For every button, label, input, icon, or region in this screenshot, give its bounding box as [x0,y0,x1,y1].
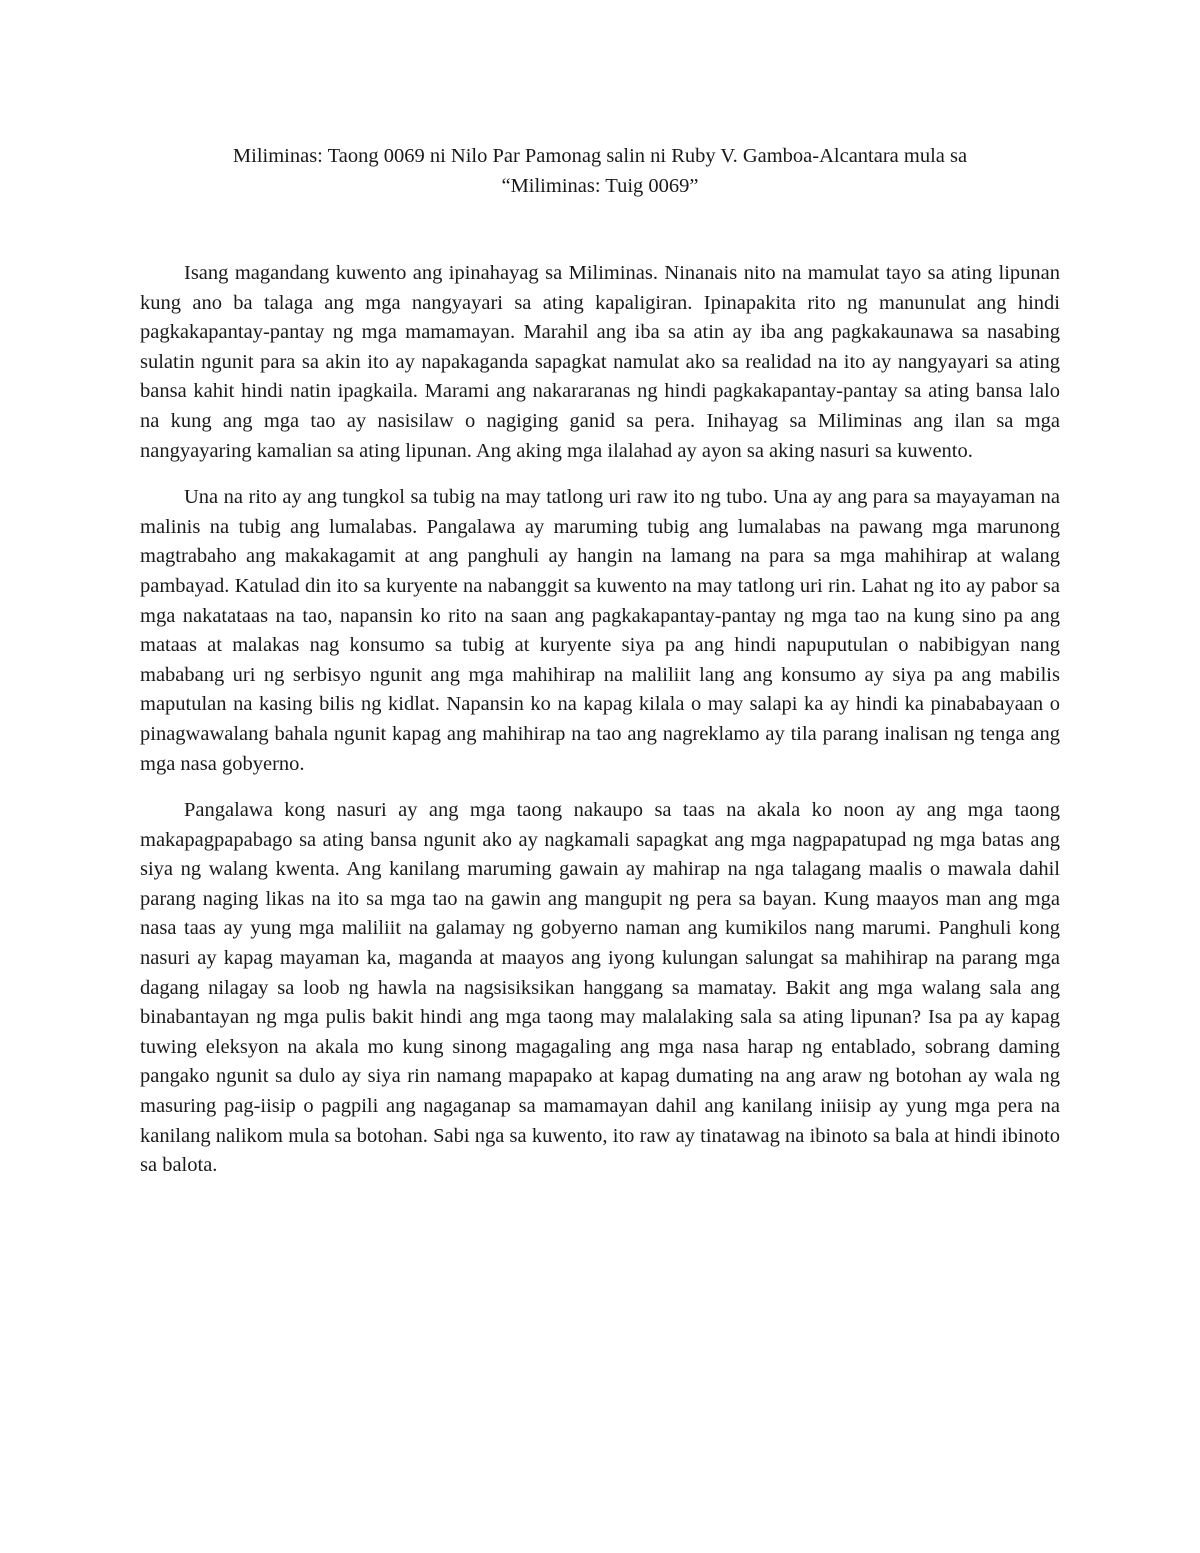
document-title [140,141,1060,201]
paragraph-1: Isang magandang kuwento ang ipinahayag sa Miliminas. Ninanais nito na mamulat tayo sa ating lipunan kung ano ba talaga ang mga nangyayari sa ating kapaligiran. Ipinapakita rito ng manunulat ang hindi pagkakapantay-pantay ng mga mamamayan. Marahil ang iba sa atin ay iba ang pagkakaunawa sa nasabing sulatin ngunit para sa akin ito ay napakaganda sapagkat namulat ako sa realidad na ito ay nangyayari sa ating bansa kahit hindi natin ipagkaila. Marami ang nakararanas ng hindi pagkakapantay-pantay sa ating bansa lalo na kung ang mga tao ay nasisilaw o nagiging ganid sa pera. Inihayag sa Miliminas ang ilan sa mga nangyayaring kamalian sa ating lipunan. Ang aking mga ilalahad ay ayon sa aking nasuri sa kuwento. [140,262,1060,462]
title-line-2: “Miliminas: Tuig 0069” [501,175,699,197]
paragraph-3: Pangalawa kong nasuri ay ang mga taong nakaupo sa taas na akala ko noon ay ang mga taong makapagpapabago sa ating bansa ngunit ako ay nagkamali sapagkat ang mga nagpapatupad ng mga batas ang siya ng walang kwenta. Ang kanilang maruming gawain ay mahirap na nga talagang maalis o mawala dahil parang naging likas na ito sa mga tao na gawin ang mangupit ng pera sa bayan. Kung maayos man ang mga nasa taas ay yung mga maliliit na galamay ng gobyerno naman ang kumikilos nang marumi. Panghuli kong nasuri ay kapag mayaman ka, maganda at maayos ang iyong kulungan salungat sa mahihirap na parang mga dagang nilagay sa loob ng hawla na nagsisiksikan hanggang sa mamatay. Bakit ang mga walang sala ang binabantayan ng mga pulis bakit hindi ang mga taong may malalaking sala sa ating lipunan? Isa pa ay kapag tuwing eleksyon na akala mo kung sinong magagaling ang mga nasa harap ng entablado, sobrang daming pangako ngunit sa dulo ay siya rin namang mapapako at kapag dumating na ang araw ng botohan ay wala ng masuring pag-iisip o pagpili ang nagaganap sa mamamayan dahil ang kanilang iniisip ay yung mga pera na kanilang nalikom mula sa botohan. Sabi nga sa kuwento, ito raw ay tinatawag na ibinoto sa bala at hindi ibinoto sa balota. [140,799,1060,1177]
document-body [140,259,1060,1198]
paragraph-2: Una na rito ay ang tungkol sa tubig na may tatlong uri raw ito ng tubo. Una ay ang para sa mayayaman na malinis na tubig ang lumalabas. Pangalawa ay maruming tubig ang lumalabas na pawang mga marunong magtrabaho ang makakagamit at ang panghuli ay hangin na lamang na para sa mga mahihirap at walang pambayad. Katulad din ito sa kuryente na nabanggit sa kuwento na may tatlong uri rin. Lahat ng ito ay pabor sa mga nakatataas na tao, napansin ko rito na saan ang pagkakapantay-pantay ng mga tao na kung sino pa ang mataas at malakas nag konsumo sa tubig at kuryente siya pa ang hindi napuputulan o nabibigyan nang mababang uri ng serbisyo ngunit ang mga mahihirap na maliliit lang ang konsumo ay siya pa ang mabilis maputulan na kasing bilis ng kidlat. Napansin ko na kapag kilala o may salapi ka ay hindi ka pinababayaan o pinagwawalang bahala ngunit kapag ang mahihirap na tao ang nagreklamo ay tila parang inalisan ng tenga ang mga nasa gobyerno. [140,486,1060,775]
title-line-1: Miliminas: Taong 0069 ni Nilo Par Pamonag salin ni Ruby V. Gamboa-Alcantara mula sa [232,145,968,167]
